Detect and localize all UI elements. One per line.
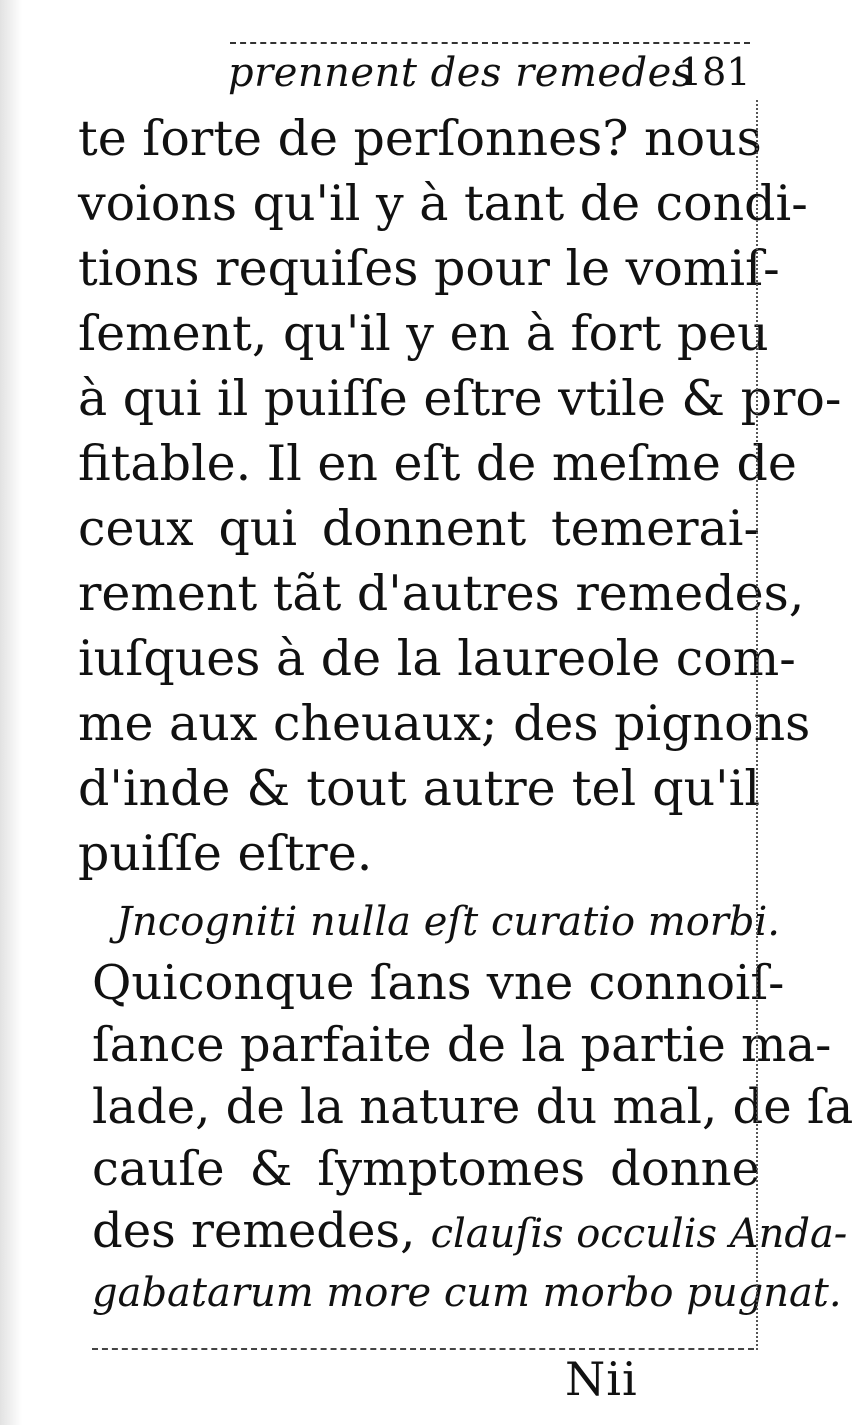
text-line: iuſques à de la laureole com- [78,630,796,687]
text-line: fitable. Il en eſt de meſme de [78,435,797,492]
latin-heading: Jncogniti nulla eſt curatio morbi. [116,899,781,945]
text-line: ſement, qu'il y en à fort peu [78,305,769,362]
text-line: ſance parfaite de la partie ma- [92,1017,832,1073]
italic-segment: clauſis occulis Anda- [430,1211,848,1257]
text-line: à qui il puiſſe eſtre vtile & pro- [78,370,842,427]
page-number: 181 [678,50,751,94]
paragraph-1 [78,106,842,958]
running-header [200,40,760,104]
margin-marks [756,100,768,1350]
text-line: tions requiſes pour le vomiſ- [78,240,780,297]
text-line: lade, de la nature du mal, de ſa [92,1079,853,1135]
footer-rule [92,1348,754,1350]
running-title: prennent des remedes [228,50,693,96]
paragraph-2 [92,952,853,1324]
page-gutter-shadow [0,0,22,1425]
text-line-italic: gabatarum more cum morbo pugnat. [92,1270,842,1316]
text-line: ceux qui donnent temerai- [78,500,760,557]
text-line: rement tãt d'autres remedes, [78,565,805,622]
text-line: te ſorte de perſonnes? nous [78,110,762,167]
text-line: cauſe & ſymptomes donne [92,1141,760,1197]
text-line: Quiconque ſans vne connoiſ- [92,955,785,1011]
text-line: puiſſe eſtre. [78,825,373,882]
text-line: d'inde & tout autre tel qu'il [78,760,760,817]
text-line-mixed [92,1200,848,1262]
header-rule [230,42,750,44]
text-line: voions qu'il y à tant de condi- [78,175,808,232]
text-line: me aux cheuaux; des pignons [78,695,811,752]
signature-mark: Nii [565,1352,638,1406]
roman-segment: des remedes, [92,1203,431,1259]
